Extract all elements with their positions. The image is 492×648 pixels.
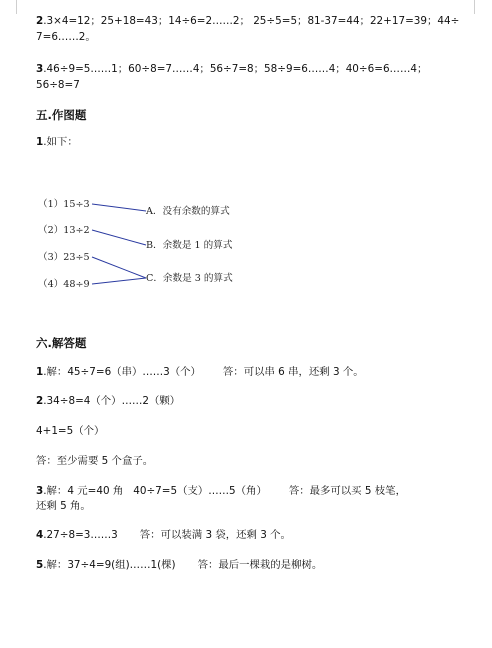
answer-text: .解：37÷4=9(组)……1(棵): [43, 559, 176, 571]
answer-text: .27÷8=3……3: [43, 529, 118, 541]
question-number: 5: [36, 559, 44, 571]
figure-right-item-c: C．余数是 3 的算式: [146, 273, 233, 284]
question-number: 1: [36, 366, 44, 378]
answer-5-1: [36, 135, 78, 149]
question-number: 3: [36, 63, 44, 75]
answer-6-4: [36, 528, 291, 542]
answer-text: .3×4=12；25+18=43；14÷6=2……2； 25÷5=5；81-37=44；22+17=39；44÷: [43, 15, 460, 27]
question-number: 4: [36, 529, 44, 541]
answer-text: 答：可以串 6 串，还剩 3 个。: [222, 366, 364, 378]
answer-4-3-line1: [36, 62, 427, 76]
answer-text: 答：可以装满 3 袋，还剩 3 个。: [139, 529, 291, 541]
answer-6-2-line2: 4+1=5（个）: [36, 425, 105, 437]
figure-left-item-3: （3）23÷5: [38, 252, 90, 263]
answer-text: 7=6……2。: [36, 31, 96, 43]
question-number: 2: [36, 395, 44, 407]
answer-6-3-line1: [36, 484, 406, 498]
figure-left-item-4: （4）48÷9: [38, 279, 90, 290]
answer-text: 56÷8=7: [36, 79, 80, 91]
figure-left-item-2: （2）13÷2: [38, 225, 90, 236]
answer-text: .解：45÷7=6（串）……3（个）: [43, 366, 201, 378]
answer-text: 40÷7=5（支）……5（角）: [133, 485, 267, 497]
answer-6-1: [36, 365, 364, 379]
question-number: 2: [36, 15, 44, 27]
match-line-4-c: [92, 278, 146, 284]
matching-figure: [38, 190, 258, 300]
section-6-heading: 六.解答题: [36, 336, 87, 350]
answer-text: .46÷9=5……1；60÷8=7……4；56÷7=8；58÷9=6……4；40÷6=6……4；: [43, 63, 428, 75]
answer-6-3-line2: 还剩 5 角。: [36, 500, 91, 512]
match-line-1-a: [92, 204, 146, 211]
section-5-heading: 五.作图题: [36, 108, 87, 122]
answer-6-5: [36, 558, 322, 572]
question-number: 3: [36, 485, 44, 497]
question-number: 1: [36, 136, 44, 148]
figure-right-item-b: B．余数是 1 的算式: [146, 240, 233, 251]
match-line-2-b: [92, 230, 146, 245]
answer-4-3-line2: [36, 78, 80, 92]
figure-left-item-1: （1）15÷3: [38, 199, 90, 210]
answer-text: .解：4 元=40 角: [43, 485, 124, 497]
answer-text: 答：最多可以买 5 枝笔，: [288, 485, 406, 497]
answer-text: .34÷8=4（个）……2（颗）: [43, 395, 181, 407]
answer-4-2-line1: [36, 14, 459, 28]
answer-4-2-line2: [36, 30, 96, 44]
page-margin-mark-right: [474, 0, 475, 14]
answer-6-2-line3: 答：至少需要 5 个盒子。: [36, 455, 154, 467]
page-margin-mark-left: [16, 0, 17, 14]
answer-text: 答：最后一棵栽的是柳树。: [197, 559, 323, 571]
match-line-3-c: [92, 257, 146, 278]
answer-6-2-line1: [36, 394, 180, 408]
figure-right-item-a: A．没有余数的算式: [146, 206, 230, 217]
answer-text: .如下：: [43, 136, 78, 148]
